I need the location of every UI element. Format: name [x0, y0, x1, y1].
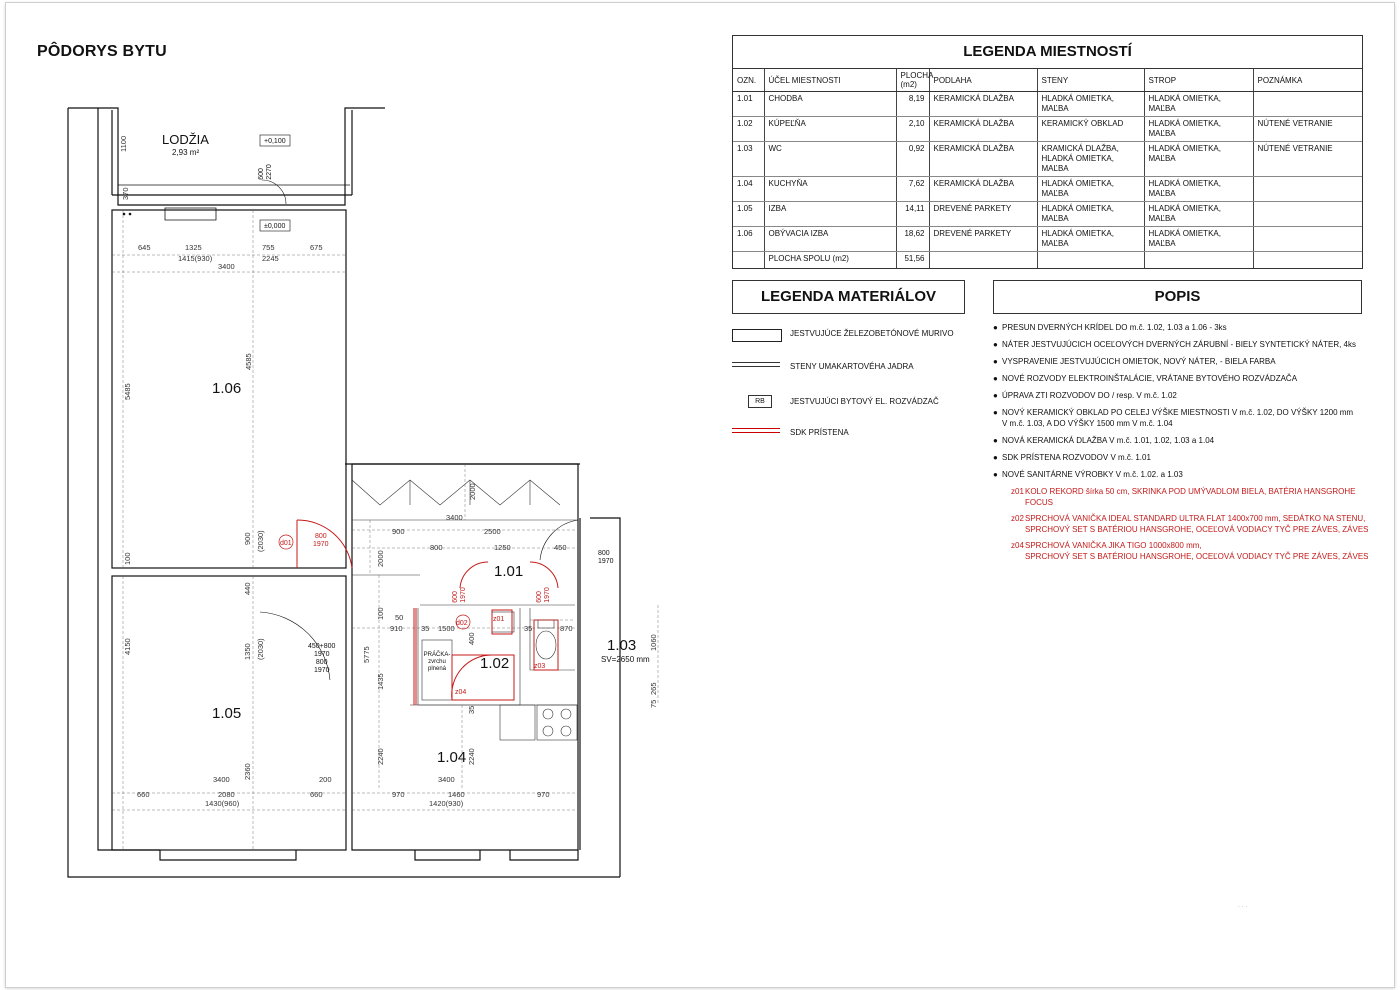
- sanitary-text: KOLO REKORD šírka 50 cm, SKRINKA POD UMÝVADLOM BIELA, BATÉRIA HANSGROHE FOCUS: [1025, 487, 1356, 507]
- dim-1435: 1435: [376, 673, 385, 690]
- stove-burner: [561, 709, 571, 719]
- popis-item-text: NÁTER JESTVUJÚCICH OCEĽOVÝCH DVERNÝCH ZÁRUBNÍ - BIELY SYNTETICKÝ NÁTER, 4ks: [1002, 340, 1356, 349]
- dim-900: 900: [243, 532, 252, 545]
- table-row: [733, 92, 1362, 117]
- material-label: JESTVUJÚCI BYTOVÝ EL. ROZVÁDZAČ: [790, 397, 939, 406]
- popis-item-text: SDK PRÍSTENA ROZVODOV V m.č. 1.01: [1002, 453, 1151, 462]
- popis-item: [993, 373, 1373, 384]
- room-label-101: 1.01: [494, 563, 524, 580]
- dim-r105-3400: 3400: [213, 775, 230, 784]
- popis-item-text: NOVÁ KERAMICKÁ DLAŽBA V m.č. 1.01, 1.02, 1.03 a 1.04: [1002, 436, 1215, 445]
- level-loggia: +0,100: [264, 138, 286, 145]
- bullet-icon: ●: [993, 357, 998, 366]
- bullet-icon: ●: [993, 391, 998, 400]
- dim-2240b: 2240: [467, 748, 476, 765]
- table-cell: OBÝVACIA IZBA: [764, 227, 896, 252]
- room-legend-title: LEGENDA MIESTNOSTÍ: [733, 36, 1362, 69]
- popis-sanitary-item: [993, 513, 1373, 535]
- dim-675: 675: [310, 243, 323, 252]
- dim-r104-3400: 3400: [438, 775, 455, 784]
- table-row: [733, 117, 1362, 142]
- umakart-wall-symbol: [732, 362, 780, 367]
- dim-2360: 2360: [243, 763, 252, 780]
- tag-z04: z04: [455, 689, 467, 696]
- dim-1060: 1060: [649, 634, 658, 651]
- door-swing-entry: [540, 520, 578, 560]
- door-size-d02b: 600 1970: [535, 587, 551, 603]
- table-cell: HLADKÁ OMIETKA, MAĽBA: [1144, 117, 1253, 142]
- dim-r104-970b: 970: [537, 790, 550, 799]
- exterior-wall: [68, 108, 385, 205]
- room-legend-table: [733, 69, 1362, 268]
- popis-item-text: NOVÉ SANITÁRNE VÝROBKY V m.č. 1.02. a 1.03: [1002, 470, 1183, 479]
- dim-440: 440: [243, 582, 252, 595]
- door-size-d01: 800 1970: [313, 533, 329, 548]
- table-cell: [1144, 252, 1253, 269]
- popis-sanitary-item: [993, 486, 1373, 508]
- door-size-loggia: 600 2270: [257, 164, 273, 180]
- door-size-entry: 800 1970: [598, 550, 614, 565]
- dim-1100: 1100: [119, 135, 128, 152]
- room-label-106: 1.06: [212, 380, 242, 397]
- dim-2000b: 2000: [376, 550, 385, 567]
- window: [510, 850, 578, 860]
- table-cell: 1.06: [733, 227, 764, 252]
- sanitary-code: z04: [1011, 541, 1024, 550]
- dim-75: 75: [649, 699, 658, 708]
- dim-r104-970a: 970: [392, 790, 405, 799]
- popis-item: [993, 452, 1373, 463]
- table-cell: HLADKÁ OMIETKA, MAĽBA: [1037, 202, 1144, 227]
- room-label-102: 1.02: [480, 655, 510, 672]
- table-cell: 1.04: [733, 177, 764, 202]
- table-cell: [1253, 252, 1362, 269]
- table-cell: KRAMICKÁ DLAŽBA, HLADKÁ OMIETKA, MAĽBA: [1037, 142, 1144, 177]
- dim-35a: 35: [421, 624, 430, 633]
- col-header: OZN.: [733, 69, 764, 92]
- sanitary-code: z02: [1011, 514, 1024, 523]
- dim-2240: 2240: [376, 748, 385, 765]
- bullet-icon: ●: [993, 453, 998, 462]
- popis-item-text: VYSPRAVENIE JESTVUJÚCICH OMIETOK, NOVÝ NÁTER, - BIELA FARBA: [1002, 357, 1276, 366]
- dim-2500: 2500: [484, 527, 501, 536]
- table-cell: PLOCHA SPOLU (m2): [764, 252, 896, 269]
- room-label-105: 1.05: [212, 705, 242, 722]
- table-cell: DREVENÉ PARKETY: [929, 227, 1037, 252]
- table-cell: [929, 252, 1037, 269]
- material-legend-title: LEGENDA MATERIÁLOV: [732, 280, 965, 314]
- popis-item: [993, 339, 1373, 350]
- popis-item-text: NOVÝ KERAMICKÝ OBKLAD PO CELEJ VÝŠKE MIESTNOSTI V m.č. 1.02, DO VÝŠKY 1200 mm V m.č. 1.03, A DO VÝŠKY 1500 mm V m.č. 1.04: [1002, 408, 1354, 428]
- popis-item-text: ÚPRAVA ZTI ROZVODOV DO / resp. V m.č. 1.02: [1002, 391, 1177, 400]
- table-cell: 1.01: [733, 92, 764, 117]
- room-legend: [732, 35, 1363, 269]
- dim-265: 265: [649, 682, 658, 695]
- table-row: [733, 202, 1362, 227]
- loggia-area: 2,93 m²: [172, 148, 200, 157]
- table-cell: 1.05: [733, 202, 764, 227]
- dim-r105-660b: 660: [310, 790, 323, 799]
- dim-100b: 100: [376, 607, 385, 620]
- table-cell: KERAMICKÁ DLAŽBA: [929, 92, 1037, 117]
- table-cell: 1.02: [733, 117, 764, 142]
- sanitary-text: SPRCHOVÁ VANIČKA IDEAL STANDARD ULTRA FLAT 1400x700 mm, SEDÁTKO NA STENU, SPRCHOVÝ SET S BATÉRIOU HANSGROHE, OCEĽOVÁ VODIACY TYČ PRE ZÁVES, ZÁVES: [1025, 514, 1369, 534]
- table-cell: HLADKÁ OMIETKA, MAĽBA: [1144, 92, 1253, 117]
- tag-d01: d01: [280, 540, 292, 547]
- table-cell: HLADKÁ OMIETKA, MAĽBA: [1144, 177, 1253, 202]
- dim-645: 645: [138, 243, 151, 252]
- concrete-wall-symbol: [732, 329, 782, 342]
- toilet: [536, 631, 556, 659]
- dim-35c: 35: [467, 705, 476, 714]
- col-header: POZNÁMKA: [1253, 69, 1362, 92]
- table-cell: KERAMICKÝ OBKLAD: [1037, 117, 1144, 142]
- popis-sanitary-item: [993, 540, 1373, 562]
- door-swing-d02: [460, 562, 488, 588]
- dim-2030b: (2030): [256, 638, 265, 660]
- popis-item: [993, 356, 1373, 367]
- dim-2245: 2245: [262, 254, 279, 263]
- table-cell: 51,56: [896, 252, 929, 269]
- col-header: PLOCHA (m2): [896, 69, 929, 92]
- dim-r105-1430: 1430(960): [205, 799, 240, 808]
- table-cell: 8,19: [896, 92, 929, 117]
- table-cell: IZBA: [764, 202, 896, 227]
- table-cell: HLADKÁ OMIETKA, MAĽBA: [1144, 142, 1253, 177]
- dim-900b: 900: [392, 527, 405, 536]
- dim-370: 370: [121, 187, 130, 200]
- dim-4150: 4150: [123, 638, 132, 655]
- table-cell: [1253, 202, 1362, 227]
- table-total-row: [733, 252, 1362, 269]
- window: [160, 850, 296, 860]
- table-header-row: [733, 69, 1362, 92]
- table-cell: 14,11: [896, 202, 929, 227]
- dim-2000a: 2000: [468, 483, 477, 500]
- col-header: ÚČEL MIESTNOSTI: [764, 69, 896, 92]
- page-title: PÔDORYS BYTU: [37, 43, 167, 60]
- bullet-icon: ●: [993, 436, 998, 445]
- table-cell: NÚTENÉ VETRANIE: [1253, 142, 1362, 177]
- door-swing-loggia: [262, 180, 286, 204]
- window: [415, 850, 480, 860]
- dim-5485: 5485: [123, 383, 132, 400]
- bullet-icon: ●: [993, 374, 998, 383]
- table-cell: [1037, 252, 1144, 269]
- door-swing-d02b: [530, 562, 558, 588]
- sdk-wall-symbol: [732, 428, 780, 433]
- table-cell: 7,62: [896, 177, 929, 202]
- col-header: STROP: [1144, 69, 1253, 92]
- popis-item: [993, 390, 1373, 401]
- door-size-105: 450+800 1970 800 1970: [308, 643, 336, 674]
- dim-35b: 35: [524, 624, 533, 633]
- table-cell: HLADKÁ OMIETKA, MAĽBA: [1144, 202, 1253, 227]
- popis-item: [993, 469, 1373, 480]
- dim-2030: (2030): [256, 530, 265, 552]
- popis-item-text: NOVÉ ROZVODY ELEKTROINŠTALÁCIE, VRÁTANE BYTOVÉHO ROZVÁDZAČA: [1002, 374, 1298, 383]
- level-floor: ±0,000: [264, 223, 286, 230]
- material-label: STENY UMAKARTOVÉHA JADRA: [790, 362, 914, 371]
- table-cell: CHODBA: [764, 92, 896, 117]
- print-mark: · · ·: [1238, 904, 1248, 910]
- table-cell: 0,92: [896, 142, 929, 177]
- col-header: PODLAHA: [929, 69, 1037, 92]
- loggia-name: LODŽIA: [162, 132, 209, 147]
- washer-label: PRÁČKA- zvrchu plnená: [423, 652, 451, 672]
- table-cell: NÚTENÉ VETRANIE: [1253, 117, 1362, 142]
- dim-1325: 1325: [185, 243, 202, 252]
- table-cell: KERAMICKÁ DLAŽBA: [929, 177, 1037, 202]
- stove-burner: [543, 709, 553, 719]
- tag-d02a: d02: [456, 620, 468, 627]
- tag-z01: z01: [493, 616, 505, 623]
- popis-item: [993, 322, 1373, 333]
- dim-450: 450: [554, 543, 567, 552]
- dim-800: 800: [430, 543, 443, 552]
- table-row: [733, 177, 1362, 202]
- dim-100: 100: [123, 552, 132, 565]
- bullet-icon: ●: [993, 470, 998, 479]
- dim-3400: 3400: [218, 262, 235, 271]
- stove-burner: [561, 726, 571, 736]
- dim-400: 400: [467, 632, 476, 645]
- toilet-tank: [538, 620, 554, 628]
- table-cell: KERAMICKÁ DLAŽBA: [929, 142, 1037, 177]
- exterior-wall: [98, 108, 160, 850]
- room-label-104: 1.04: [437, 749, 467, 766]
- core-wall: [352, 480, 560, 505]
- dim-3400b: 3400: [446, 513, 463, 522]
- exterior-wall: [68, 108, 620, 877]
- table-row: [733, 227, 1362, 252]
- tag-z03: z03: [534, 663, 546, 670]
- col-header: STENY: [1037, 69, 1144, 92]
- room-label-103: 1.03: [607, 637, 637, 654]
- dim-1500: 1500: [438, 624, 455, 633]
- sanitary-code: z01: [1011, 487, 1024, 496]
- dim-50: 50: [395, 613, 404, 622]
- table-cell: [1253, 227, 1362, 252]
- table-cell: KUCHYŇA: [764, 177, 896, 202]
- dim-r105-200: 200: [319, 775, 332, 784]
- room-103-height: SV=2650 mm: [601, 655, 650, 664]
- dim-1250: 1250: [494, 543, 511, 552]
- table-cell: [1253, 92, 1362, 117]
- bullet-icon: ●: [993, 323, 998, 332]
- table-cell: [1253, 177, 1362, 202]
- dim-r104-1460: 1460: [448, 790, 465, 799]
- popis-item-text: PRESUN DVERNÝCH KRÍDEL DO m.č. 1.02, 1.03 a 1.06 - 3ks: [1002, 323, 1227, 332]
- dim-1350: 1350: [243, 643, 252, 660]
- dim-5775: 5775: [362, 646, 371, 663]
- table-cell: HLADKÁ OMIETKA, MAĽBA: [1144, 227, 1253, 252]
- stove-burner: [543, 726, 553, 736]
- material-label: SDK PRÍSTENA: [790, 428, 849, 437]
- bullet-icon: ●: [993, 408, 998, 417]
- dim-r105-2080: 2080: [218, 790, 235, 799]
- table-cell: DREVENÉ PARKETY: [929, 202, 1037, 227]
- popis-item: [993, 435, 1373, 446]
- kitchen-sink: [500, 705, 535, 740]
- popis-item: [993, 407, 1373, 429]
- dim-755: 755: [262, 243, 275, 252]
- rb-symbol: RB: [748, 395, 772, 408]
- popis-title: POPIS: [993, 280, 1362, 314]
- dim-r105-660a: 660: [137, 790, 150, 799]
- material-label: JESTVUJÚCE ŽELEZOBETÓNOVÉ MURIVO: [790, 329, 954, 338]
- dim-4585: 4585: [244, 353, 253, 370]
- table-cell: [733, 252, 764, 269]
- bullet-icon: ●: [993, 340, 998, 349]
- door-size-d02a: 600 1970: [451, 587, 467, 603]
- table-cell: 1.03: [733, 142, 764, 177]
- table-cell: WC: [764, 142, 896, 177]
- dim-r104-1420: 1420(930): [429, 799, 464, 808]
- table-row: [733, 142, 1362, 177]
- popis-list: [993, 322, 1373, 567]
- dim-870: 870: [560, 624, 573, 633]
- wall-right-ext: [590, 518, 620, 877]
- table-cell: KERAMICKÁ DLAŽBA: [929, 117, 1037, 142]
- table-cell: KÚPEĽŇA: [764, 117, 896, 142]
- kitchen-stove: [537, 705, 577, 740]
- dim-1415: 1415(930): [178, 254, 213, 263]
- table-cell: 2,10: [896, 117, 929, 142]
- dim-910: 910: [390, 624, 403, 633]
- table-cell: HLADKÁ OMIETKA, MAĽBA: [1037, 92, 1144, 117]
- table-cell: 18,62: [896, 227, 929, 252]
- table-cell: HLADKÁ OMIETKA, MAĽBA: [1037, 177, 1144, 202]
- table-cell: HLADKÁ OMIETKA, MAĽBA: [1037, 227, 1144, 252]
- sanitary-text: SPRCHOVÁ VANIČKA JIKA TIGO 1000x800 mm, SPRCHOVÝ SET S BATÉRIOU HANSGROHE, OCEĽOVÁ VODIACY TYČ PRE ZÁVES, ZÁVES: [1025, 541, 1369, 561]
